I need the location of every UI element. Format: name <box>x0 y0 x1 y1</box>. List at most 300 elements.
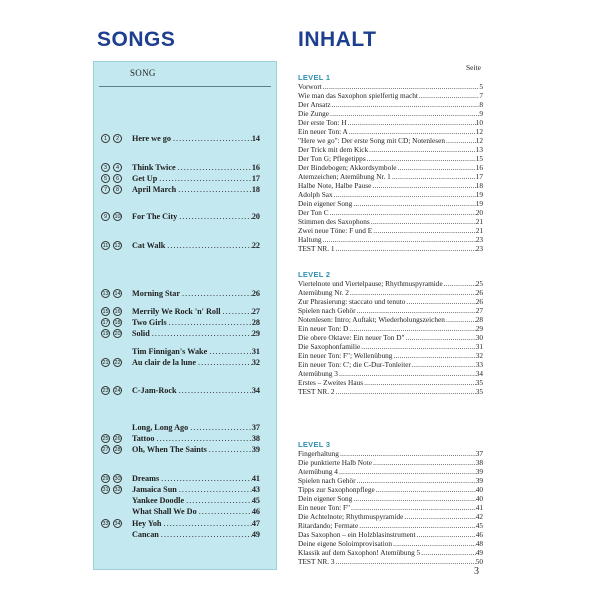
toc-entry-page: 40 <box>475 485 483 494</box>
toc-entry-title: Ritardando; Fermate <box>298 521 359 530</box>
toc-entry-title: Der Bindebogen; Akkordsymbole <box>298 163 397 172</box>
cd-track-icon: 3 <box>101 163 110 172</box>
toc-entry <box>298 476 483 485</box>
cd-track-icon: 23 <box>102 388 109 394</box>
toc-entry <box>298 530 483 539</box>
inhalt-heading: INHALT <box>298 28 377 51</box>
toc-entry-page: 5 <box>479 82 483 91</box>
song-title: Morning Star <box>132 289 180 298</box>
toc-entry-page: 31 <box>475 342 483 351</box>
toc-entry-title: Die punktierte Halb Note <box>298 458 372 467</box>
leader-dots <box>330 208 476 217</box>
song-title: Merrily We Rock 'n' Roll <box>132 307 221 316</box>
toc-entry-title: Vorwort <box>298 82 322 91</box>
leader-dots <box>353 494 475 503</box>
leader-dots <box>373 458 476 467</box>
track-numbers <box>101 174 122 183</box>
toc-entry-title: Ein neuer Ton: F"; Wellenübung <box>298 351 393 360</box>
song-title: What Shall We Do <box>132 507 197 516</box>
cd-track-icon: 30 <box>114 476 121 482</box>
leader-dots <box>393 539 476 548</box>
toc-entry-title: Zur Phrasierung: staccato und tenuto <box>298 297 406 306</box>
toc-entry <box>298 351 483 360</box>
toc-entry <box>298 136 483 145</box>
leader-dots <box>369 145 476 154</box>
leader-dots <box>167 240 252 252</box>
leader-dots <box>412 360 476 369</box>
cd-track-icon: 19 <box>102 331 109 337</box>
track-numbers <box>101 212 122 221</box>
toc-entry <box>298 521 483 530</box>
toc-entry-title: TEST NR. 3 <box>298 557 335 566</box>
song-title: Get Up <box>132 174 158 183</box>
toc-entry <box>298 369 483 378</box>
toc-entry-page: 48 <box>475 539 483 548</box>
toc-entry-title: Der Trick mit dem Kick <box>298 145 369 154</box>
leader-dots <box>446 136 476 145</box>
cd-track-icon: 2 <box>113 134 122 143</box>
toc-entry-page: 40 <box>475 494 483 503</box>
track-numbers <box>101 329 122 338</box>
cd-track-icon: 15 <box>102 309 109 315</box>
song-title: Tim Finnigan's Wake <box>132 347 208 356</box>
cd-track-icon: 33 <box>102 521 109 527</box>
song-page: 34 <box>251 386 260 395</box>
toc-entry <box>298 154 483 163</box>
seite-label: Seite <box>466 63 481 72</box>
toc-entry-title: Atemübung 4 <box>298 467 338 476</box>
toc-entry-title: Stimmen des Saxophons <box>298 217 370 226</box>
song-page: 22 <box>251 241 260 250</box>
track-numbers <box>101 445 122 454</box>
cd-track-icon: 29 <box>102 476 109 482</box>
toc-entry <box>298 333 483 342</box>
leader-dots <box>376 485 476 494</box>
cd-track-icon: 20 <box>114 331 121 337</box>
leader-dots <box>349 324 475 333</box>
song-page: 41 <box>251 474 260 483</box>
leader-dots <box>182 288 252 300</box>
level-heading: LEVEL 1 <box>298 73 331 82</box>
toc-entry <box>298 145 483 154</box>
toc-entry-title: Notenlesen: Intro; Auftakt; Wiederholungszeichen <box>298 315 445 324</box>
track-numbers <box>101 241 122 250</box>
leader-dots <box>351 503 476 512</box>
toc-entry-title: Der Ton C <box>298 208 329 217</box>
leader-dots <box>371 217 476 226</box>
toc-entry-title: Die obere Oktave: Ein neuer Ton D" <box>298 333 405 342</box>
toc-entry <box>298 118 483 127</box>
song-page: 38 <box>251 434 260 443</box>
track-numbers <box>101 134 122 143</box>
song-header-rule <box>99 86 271 87</box>
song-title: Jamaica Sun <box>132 485 177 494</box>
leader-dots <box>419 91 479 100</box>
leader-dots <box>417 530 476 539</box>
toc-entry-title: Der erste Ton: H <box>298 118 347 127</box>
leader-dots <box>357 306 476 315</box>
cd-track-icon: 12 <box>114 243 121 249</box>
toc-entry-title: Adolph Sax <box>298 190 333 199</box>
leader-dots <box>336 557 476 566</box>
toc-entry-title: Atemzeichen; Atemübung Nr. 1 <box>298 172 391 181</box>
toc-entry <box>298 217 483 226</box>
song-title: April March <box>132 185 177 194</box>
song-row <box>94 184 278 196</box>
toc-entry-title: Halbe Note, Halbe Pause <box>298 181 372 190</box>
track-numbers <box>101 519 122 528</box>
track-numbers <box>101 386 122 395</box>
toc-entry <box>298 458 483 467</box>
leader-dots <box>348 118 476 127</box>
song-title: Dreams <box>132 474 160 483</box>
toc-entry <box>298 181 483 190</box>
toc-entry-title: TEST NR. 2 <box>298 387 335 396</box>
cd-track-icon: 7 <box>101 185 110 194</box>
toc-entry-title: Dein eigener Song <box>298 199 353 208</box>
leader-dots <box>178 184 252 196</box>
toc-entry-page: 23 <box>475 244 483 253</box>
toc-entry-page: 23 <box>475 235 483 244</box>
toc-entry-title: Spielen nach Gehör <box>298 476 356 485</box>
toc-entry-page: 10 <box>475 118 483 127</box>
toc-entry-page: 17 <box>475 172 483 181</box>
song-row <box>94 357 278 369</box>
song-page: 26 <box>251 289 260 298</box>
toc-entry-page: 27 <box>475 306 483 315</box>
leader-dots <box>336 244 476 253</box>
toc-entry <box>298 512 483 521</box>
toc-entry <box>298 557 483 566</box>
toc-entry <box>298 548 483 557</box>
song-page: 47 <box>251 519 260 528</box>
cd-track-icon: 31 <box>102 487 109 493</box>
toc-entry-title: Haltung <box>298 235 322 244</box>
toc-entry <box>298 127 483 136</box>
leader-dots <box>334 190 476 199</box>
toc-entry <box>298 244 483 253</box>
toc-entry-title: Ein neuer Ton: D <box>298 324 349 333</box>
toc-entry <box>298 449 483 458</box>
toc-entry-page: 50 <box>475 557 483 566</box>
leader-dots <box>179 385 252 397</box>
track-numbers <box>101 358 122 367</box>
song-page: 16 <box>251 163 260 172</box>
song-page: 27 <box>251 307 260 316</box>
toc-entry-page: 28 <box>475 315 483 324</box>
toc-entry <box>298 288 483 297</box>
cd-track-icon: 27 <box>102 447 109 453</box>
cd-track-icon: 18 <box>114 320 121 326</box>
toc-entry-page: 21 <box>475 217 483 226</box>
toc-entry-title: Die Saxophonfamilie <box>298 342 361 351</box>
track-numbers <box>101 318 122 327</box>
toc-entry-page: 41 <box>475 503 483 512</box>
toc-entry-page: 20 <box>475 208 483 217</box>
toc-entry-page: 9 <box>479 109 483 118</box>
leader-dots <box>340 449 476 458</box>
song-page: 49 <box>251 530 260 539</box>
level-heading: LEVEL 3 <box>298 440 331 449</box>
leader-dots <box>406 297 475 306</box>
toc-entry <box>298 306 483 315</box>
song-title: C-Jam-Rock <box>132 386 177 395</box>
song-row <box>94 328 278 340</box>
songs-box <box>93 61 277 570</box>
cd-track-icon: 9 <box>101 212 110 221</box>
toc-entry <box>298 378 483 387</box>
toc-entry <box>298 109 483 118</box>
song-row <box>94 240 278 252</box>
toc-entry <box>298 100 483 109</box>
leader-dots <box>339 467 476 476</box>
toc-entry-page: 33 <box>475 360 483 369</box>
leader-dots <box>398 163 476 172</box>
cd-track-icon: 13 <box>102 291 109 297</box>
toc-entry <box>298 539 483 548</box>
cd-track-icon: 32 <box>114 487 121 493</box>
toc-entry-page: 42 <box>475 512 483 521</box>
toc-entry <box>298 208 483 217</box>
toc-entry-page: 19 <box>475 199 483 208</box>
song-title: Tattoo <box>132 434 155 443</box>
toc-entry-title: Deine eigene Soloimprovisation <box>298 539 393 548</box>
toc-entry-title: Der Ansatz <box>298 100 331 109</box>
toc-entry-title: Dein eigener Song <box>298 494 353 503</box>
toc-entry <box>298 279 483 288</box>
leader-dots <box>353 199 475 208</box>
leader-dots <box>179 211 252 223</box>
song-title: Cancan <box>132 530 159 539</box>
leader-dots <box>421 548 475 557</box>
leader-dots <box>339 369 476 378</box>
song-row <box>94 133 278 145</box>
song-title: Solid <box>132 329 150 338</box>
track-numbers <box>101 163 122 172</box>
level-heading: LEVEL 2 <box>298 270 331 279</box>
leader-dots <box>357 476 476 485</box>
toc-entry-page: 25 <box>475 279 483 288</box>
toc-entry-page: 19 <box>475 190 483 199</box>
toc-entry-title: Ein neuer Ton: C'; die C-Dur-Tonleiter <box>298 360 411 369</box>
song-page: 37 <box>251 423 260 432</box>
track-numbers <box>101 485 122 494</box>
leader-dots <box>372 181 475 190</box>
toc-entry-page: 49 <box>475 548 483 557</box>
leader-dots <box>332 100 480 109</box>
toc-entry <box>298 324 483 333</box>
song-page: 32 <box>251 358 260 367</box>
toc-entry-page: 45 <box>475 521 483 530</box>
toc-entry-page: 16 <box>475 163 483 172</box>
toc-entry-page: 38 <box>475 458 483 467</box>
song-row <box>94 385 278 397</box>
song-title: Au clair de la lune <box>132 358 196 367</box>
song-row <box>94 506 278 518</box>
toc-entry-page: 29 <box>475 324 483 333</box>
toc-entry-page: 8 <box>479 100 483 109</box>
song-column-label: SONG <box>130 68 156 78</box>
leader-dots <box>198 357 252 369</box>
toc-entry-page: 21 <box>475 226 483 235</box>
song-title: Cat Walk <box>132 241 166 250</box>
toc-entry-page: 39 <box>475 467 483 476</box>
song-page: 17 <box>251 174 260 183</box>
song-page: 29 <box>251 329 260 338</box>
toc-entry <box>298 387 483 396</box>
cd-track-icon: 21 <box>102 360 109 366</box>
toc-entry-page: 26 <box>475 297 483 306</box>
song-title: Here we go <box>132 134 171 143</box>
toc-entry-title: Erstes – Zweites Haus <box>298 378 364 387</box>
toc-entry-title: Die Zunge <box>298 109 330 118</box>
toc-entry-page: 26 <box>475 288 483 297</box>
song-page: 39 <box>251 445 260 454</box>
toc-entry-title: Das Saxophon – ein Holzblasinstrument <box>298 530 416 539</box>
toc-entry-page: 35 <box>475 378 483 387</box>
toc-entry-page: 13 <box>475 145 483 154</box>
toc-entry <box>298 199 483 208</box>
toc-entry <box>298 172 483 181</box>
track-numbers <box>101 289 122 298</box>
toc-entry-title: Tipps zur Saxophonpflege <box>298 485 375 494</box>
cd-track-icon: 10 <box>114 214 121 220</box>
toc-entry-title: "Here we go": Der erste Song mit CD; Notenlesen <box>298 136 445 145</box>
page-number: 3 <box>474 566 479 577</box>
song-page: 20 <box>251 212 260 221</box>
track-numbers <box>101 474 122 483</box>
cd-track-icon: 24 <box>114 388 121 394</box>
toc-entry <box>298 360 483 369</box>
cd-track-icon: 26 <box>114 436 121 442</box>
leader-dots <box>393 351 475 360</box>
leader-dots <box>152 328 252 340</box>
toc-entry <box>298 485 483 494</box>
leader-dots <box>209 444 252 456</box>
toc-entry <box>298 163 483 172</box>
toc-entry-page: 15 <box>475 154 483 163</box>
cd-track-icon: 1 <box>101 134 110 143</box>
toc-entry-title: Die Achtelnote; Rhythmuspyramide <box>298 512 404 521</box>
toc-entry-page: 7 <box>479 91 483 100</box>
song-page: 43 <box>251 485 260 494</box>
song-title: Two Girls <box>132 318 167 327</box>
leader-dots <box>323 82 480 91</box>
song-page: 18 <box>251 185 260 194</box>
toc-entry-page: 39 <box>475 476 483 485</box>
leader-dots <box>446 315 476 324</box>
toc-entry <box>298 91 483 100</box>
leader-dots <box>359 521 476 530</box>
song-page: 31 <box>251 347 260 356</box>
toc-entry <box>298 190 483 199</box>
song-title: Hey Yoh <box>132 519 162 528</box>
leader-dots <box>392 172 476 181</box>
song-title: Think Twice <box>132 163 176 172</box>
toc-entry <box>298 297 483 306</box>
toc-entry-title: Fingerhaltung <box>298 449 339 458</box>
song-row <box>94 288 278 300</box>
leader-dots <box>323 235 476 244</box>
cd-track-icon: 4 <box>113 163 122 172</box>
leader-dots <box>373 226 475 235</box>
toc-entry <box>298 494 483 503</box>
cd-track-icon: 22 <box>114 360 121 366</box>
toc-entry <box>298 467 483 476</box>
song-row <box>94 529 278 541</box>
songs-heading: SONGS <box>97 28 176 51</box>
toc-entry-page: 34 <box>475 369 483 378</box>
toc-entry <box>298 503 483 512</box>
toc-entry-page: 35 <box>475 387 483 396</box>
song-title: Oh, When The Saints <box>132 445 207 454</box>
toc-entry-title: Der Ton G; Pflegetipps <box>298 154 366 163</box>
toc-entry-title: Zwei neue Töne: F und E <box>298 226 373 235</box>
toc-entry-title: Ein neuer Ton: F" <box>298 503 350 512</box>
cd-track-icon: 6 <box>113 174 122 183</box>
toc-entry-page: 37 <box>475 449 483 458</box>
cd-track-icon: 17 <box>102 320 109 326</box>
song-page: 28 <box>251 318 260 327</box>
song-page: 14 <box>251 134 260 143</box>
toc-entry-title: Spielen nach Gehör <box>298 306 356 315</box>
toc-entry <box>298 235 483 244</box>
toc-entry-title: Viertelnote und Viertelpause; Rhythmuspyramide <box>298 279 443 288</box>
leader-dots <box>404 512 475 521</box>
leader-dots <box>330 109 479 118</box>
song-row <box>94 211 278 223</box>
song-title: Long, Long Ago <box>132 423 189 432</box>
toc-entry-page: 32 <box>475 351 483 360</box>
toc-entry <box>298 226 483 235</box>
toc-entry-title: Atemübung 3 <box>298 369 338 378</box>
toc-entry-title: TEST NR. 1 <box>298 244 335 253</box>
leader-dots <box>405 333 475 342</box>
cd-track-icon: 11 <box>102 243 109 249</box>
leader-dots <box>349 127 476 136</box>
song-row <box>94 444 278 456</box>
song-page: 45 <box>251 496 260 505</box>
track-numbers <box>101 307 122 316</box>
toc-entry-title: Klassik auf dem Saxophon! Atemübung 5 <box>298 548 421 557</box>
toc-entry-page: 12 <box>475 136 483 145</box>
toc-entry-title: Atemübung Nr. 2 <box>298 288 349 297</box>
toc-entry-title: Ein neuer Ton: A <box>298 127 348 136</box>
song-title: Yankee Doodle <box>132 496 185 505</box>
track-numbers <box>101 185 122 194</box>
toc-entry <box>298 342 483 351</box>
cd-track-icon: 16 <box>114 309 121 315</box>
toc-entry-page: 30 <box>475 333 483 342</box>
leader-dots <box>161 529 252 541</box>
toc-entry-page: 18 <box>475 181 483 190</box>
song-page: 46 <box>251 507 260 516</box>
cd-track-icon: 14 <box>114 291 121 297</box>
cd-track-icon: 28 <box>114 447 121 453</box>
leader-dots <box>336 387 476 396</box>
cd-track-icon: 34 <box>114 521 121 527</box>
cd-track-icon: 25 <box>102 436 109 442</box>
leader-dots <box>361 342 475 351</box>
leader-dots <box>199 506 252 518</box>
leader-dots <box>350 288 476 297</box>
cd-track-icon: 8 <box>113 185 122 194</box>
toc-entry-title: Wie man das Saxophon spielfertig macht <box>298 91 418 100</box>
leader-dots <box>444 279 476 288</box>
cd-track-icon: 5 <box>101 174 110 183</box>
toc-entry <box>298 82 483 91</box>
leader-dots <box>173 133 252 145</box>
